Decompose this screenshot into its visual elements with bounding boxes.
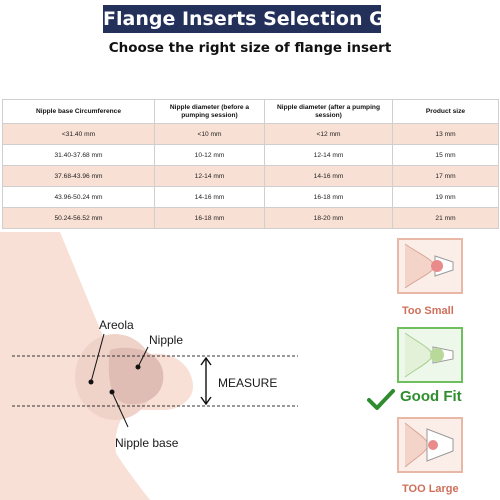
nipple-measure-diagram: [0, 232, 380, 500]
too-small-label: Too Small: [402, 305, 454, 317]
table-cell: 43.96-50.24 mm: [3, 187, 155, 208]
table-row: [3, 145, 499, 166]
table-row: [3, 124, 499, 145]
column-header-text: Nipple diameter (after a pumping session): [277, 103, 380, 119]
nipple-base-label: Nipple base: [115, 436, 179, 450]
page-title: Flange Inserts Selection Guide: [103, 5, 381, 33]
size-guide-table: [2, 99, 499, 229]
column-header-diameter-after: [265, 100, 393, 124]
table-cell: 12-14 mm: [155, 166, 265, 187]
table-cell: 13 mm: [393, 124, 499, 145]
measure-label: MEASURE: [218, 376, 278, 390]
table-cell: 15 mm: [393, 145, 499, 166]
areola-pointer-dot: [89, 380, 94, 385]
table-row: [3, 187, 499, 208]
good-fit-illustration: [399, 329, 461, 381]
table-cell: 31.40-37.68 mm: [3, 145, 155, 166]
nipple-base-pointer-dot: [110, 390, 115, 395]
column-header-text: Nipple diameter (before a pumping session): [169, 103, 250, 119]
table-cell: 12-14 mm: [265, 145, 393, 166]
too-small-illustration: [399, 240, 461, 292]
good-fit-label: Good Fit: [400, 388, 462, 405]
column-header-diameter-before: [155, 100, 265, 124]
table-cell: 10-12 mm: [155, 145, 265, 166]
good-fit-card: [397, 327, 463, 383]
table-header-row: [3, 100, 499, 124]
nipple-label: Nipple: [149, 333, 184, 347]
too-large-illustration: [399, 419, 461, 471]
table-cell: 21 mm: [393, 208, 499, 229]
table-row: [3, 166, 499, 187]
table-cell: 17 mm: [393, 166, 499, 187]
table-cell: 37.68-43.96 mm: [3, 166, 155, 187]
column-header-circumference: Nipple base Circumference: [3, 100, 155, 124]
table-cell: <31.40 mm: [3, 124, 155, 145]
table-cell: 16-18 mm: [265, 187, 393, 208]
table-cell: 50.24-56.52 mm: [3, 208, 155, 229]
table-cell: 18-20 mm: [265, 208, 393, 229]
too-large-card: [397, 417, 463, 473]
table-cell: <12 mm: [265, 124, 393, 145]
table-row: [3, 208, 499, 229]
too-small-card: [397, 238, 463, 294]
nipple-pointer-dot: [136, 365, 141, 370]
column-header-product-size: Product size: [393, 100, 499, 124]
table-cell: 14-16 mm: [155, 187, 265, 208]
table-cell: 19 mm: [393, 187, 499, 208]
areola-label: Areola: [99, 318, 134, 332]
table-cell: 14-16 mm: [265, 166, 393, 187]
checkmark-icon: [366, 388, 396, 412]
table-cell: <10 mm: [155, 124, 265, 145]
page-subtitle: Choose the right size of flange insert: [108, 40, 392, 56]
too-large-label: TOO Large: [402, 483, 459, 495]
table-cell: 16-18 mm: [155, 208, 265, 229]
